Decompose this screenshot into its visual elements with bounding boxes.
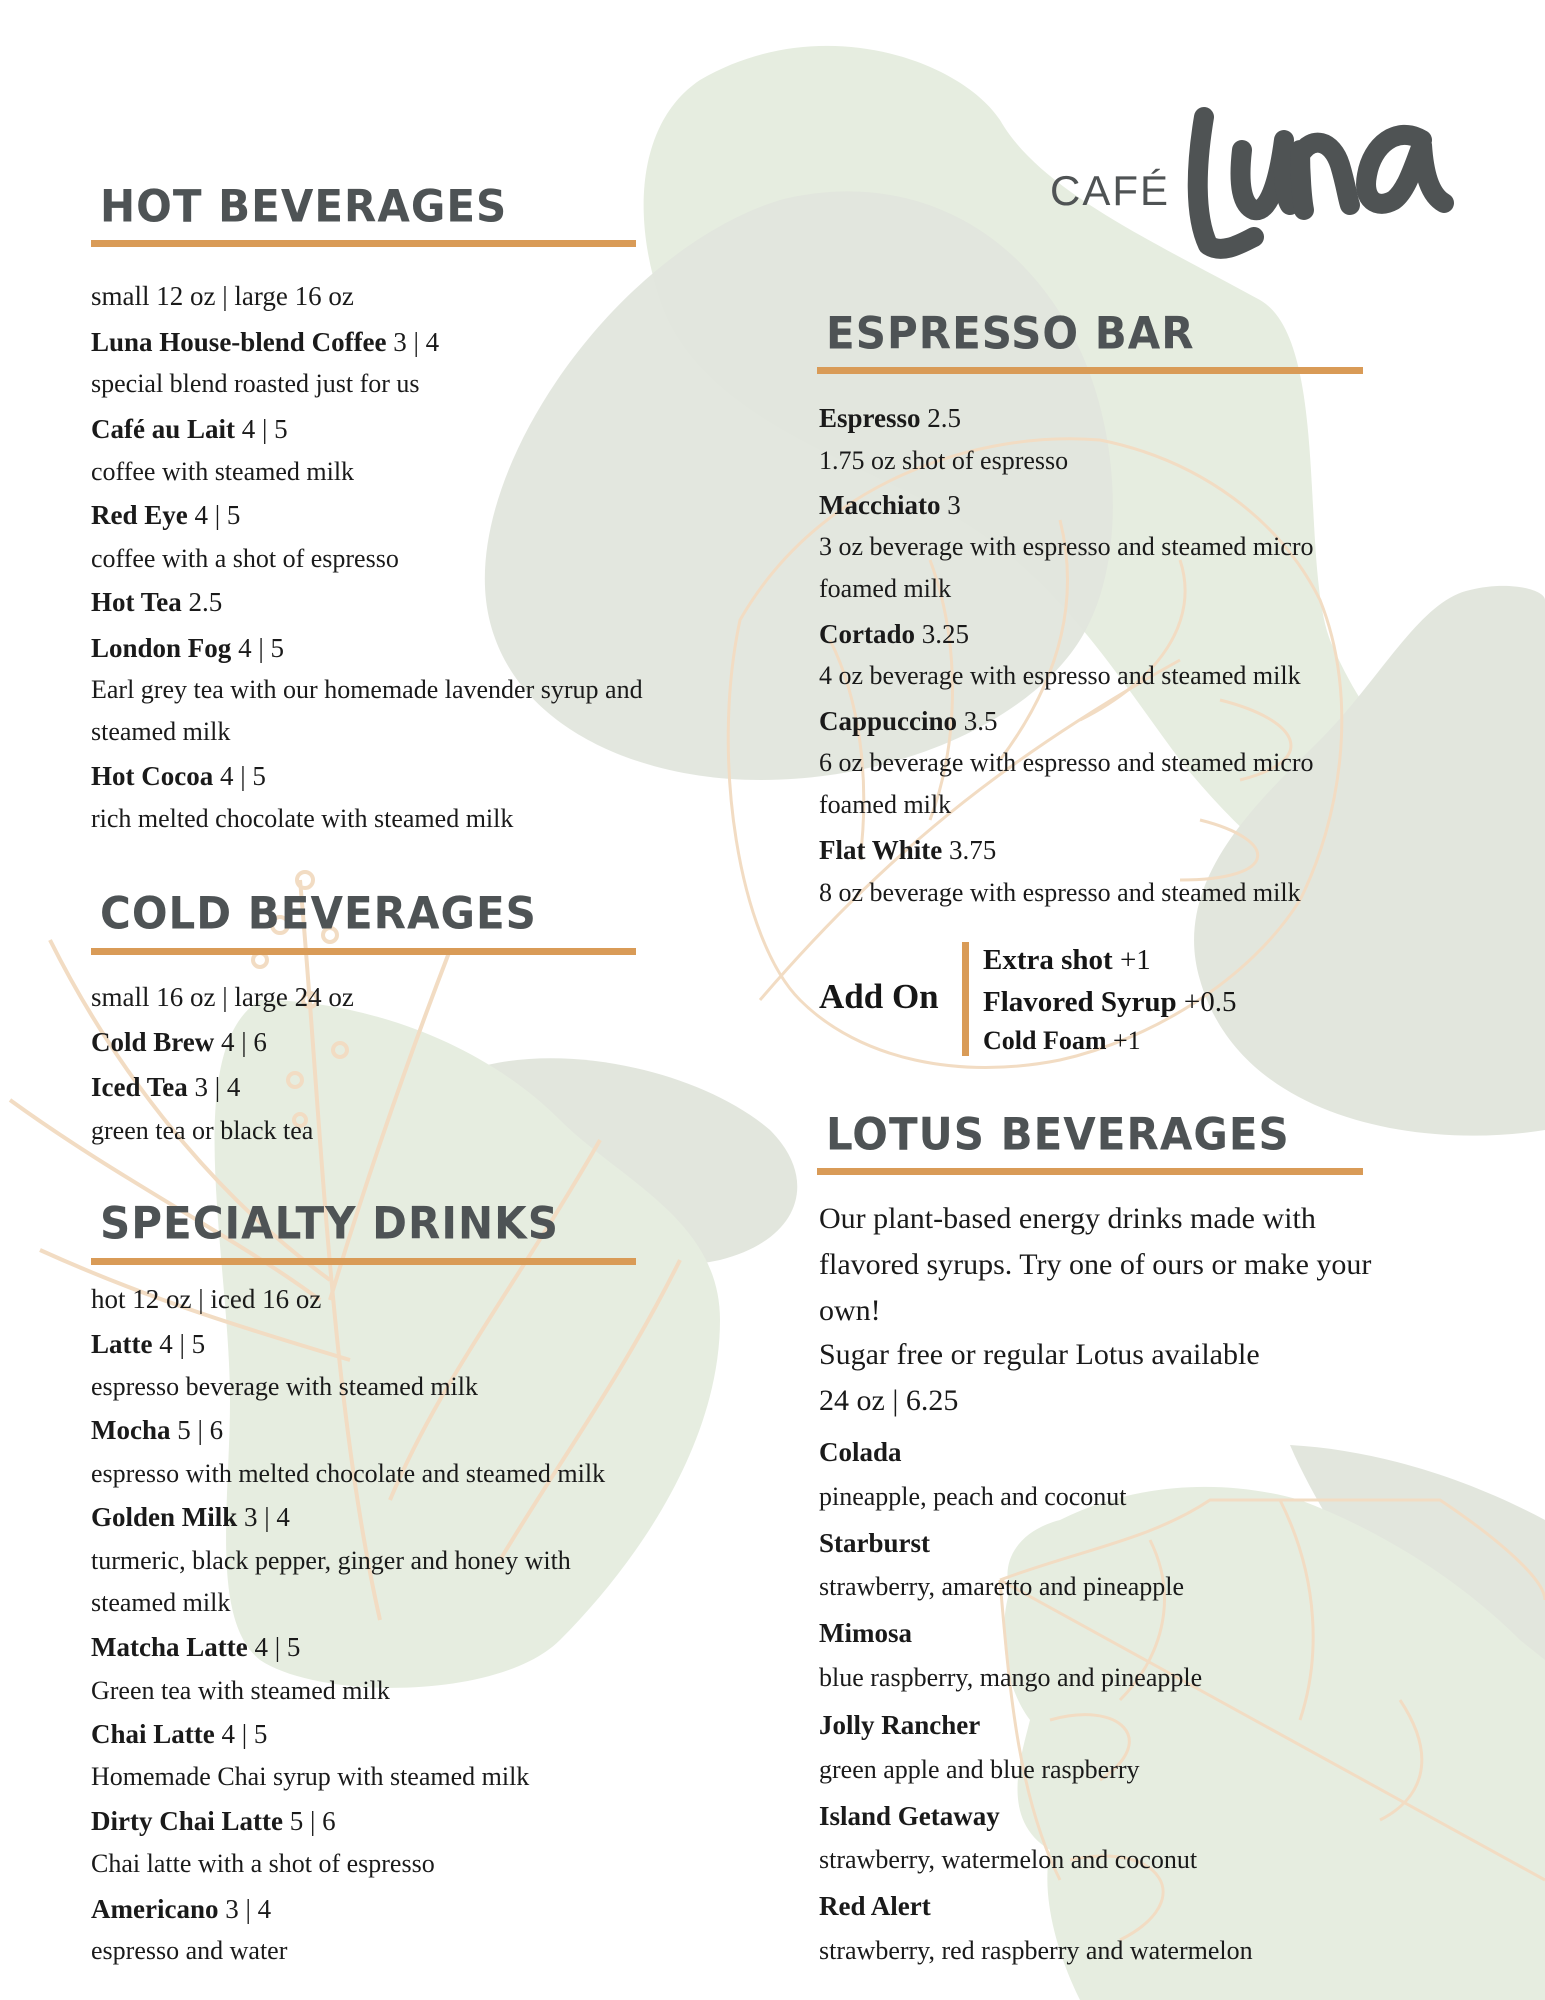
add-on-item xyxy=(983,985,1237,1019)
section-title-hot-beverages: HOT BEVERAGES xyxy=(100,180,508,233)
item-price: 3.5 xyxy=(963,706,998,736)
item-price: 3 | 4 xyxy=(393,327,440,357)
menu-item xyxy=(819,1800,1000,1832)
menu-item xyxy=(91,586,222,618)
logo-cafe-text: CAFÉ xyxy=(1050,167,1171,214)
item-description: Green tea with steamed milk xyxy=(91,1676,390,1705)
section-divider xyxy=(817,1168,1363,1175)
section-title-specialty-drinks: SPECIALTY DRINKS xyxy=(100,1197,559,1250)
item-price: 5 | 6 xyxy=(177,1415,224,1445)
menu-item xyxy=(91,1893,271,1925)
item-price: 4 | 5 xyxy=(221,1719,268,1749)
menu-item xyxy=(91,632,284,664)
item-description: turmeric, black pepper, ginger and honey with xyxy=(91,1546,571,1575)
menu-item xyxy=(819,705,998,737)
item-name: Colada xyxy=(819,1437,902,1467)
menu-item xyxy=(91,413,288,445)
item-name: Red Alert xyxy=(819,1891,931,1921)
lotus-availability: Sugar free or regular Lotus available xyxy=(819,1338,1260,1371)
menu-item xyxy=(91,1071,240,1103)
menu-item xyxy=(819,1709,980,1741)
item-name: Dirty Chai Latte xyxy=(91,1806,283,1836)
item-price: 3 | 4 xyxy=(194,1072,241,1102)
item-description: coffee with a shot of espresso xyxy=(91,544,399,573)
item-price: 3.25 xyxy=(921,619,969,649)
add-on-name: Cold Foam xyxy=(983,1026,1107,1055)
menu-item xyxy=(819,489,961,521)
menu-item xyxy=(819,618,969,650)
add-on-name: Extra shot xyxy=(983,944,1113,976)
item-name: Jolly Rancher xyxy=(819,1710,981,1740)
item-description: strawberry, amaretto and pineapple xyxy=(819,1572,1185,1601)
item-name: Starburst xyxy=(819,1528,931,1558)
section-title-espresso-bar: ESPRESSO BAR xyxy=(826,307,1195,360)
section-divider xyxy=(91,948,636,955)
item-name: Cortado xyxy=(819,619,915,649)
item-description: pineapple, peach and coconut xyxy=(819,1482,1127,1511)
item-description: Earl grey tea with our homemade lavender syrup and xyxy=(91,675,643,704)
item-price: 2.5 xyxy=(188,587,223,617)
item-description: strawberry, red raspberry and watermelon xyxy=(819,1936,1253,1965)
add-on-name: Flavored Syrup xyxy=(983,986,1177,1018)
menu-item xyxy=(819,834,996,866)
item-name: Mocha xyxy=(91,1415,171,1445)
item-name: Hot Cocoa xyxy=(91,761,214,791)
add-on-item xyxy=(983,943,1151,977)
item-description: espresso and water xyxy=(91,1936,288,1965)
menu-item xyxy=(91,760,266,792)
menu-item xyxy=(91,1805,336,1837)
item-price: 3 | 4 xyxy=(225,1894,272,1924)
add-on-price: +1 xyxy=(1119,944,1151,976)
item-name: Hot Tea xyxy=(91,587,182,617)
item-description: 3 oz beverage with espresso and steamed micro xyxy=(819,532,1314,561)
item-name: Cold Brew xyxy=(91,1027,215,1057)
item-description: 4 oz beverage with espresso and steamed milk xyxy=(819,661,1301,690)
item-name: Luna House-blend Coffee xyxy=(91,327,387,357)
item-description: coffee with steamed milk xyxy=(91,457,355,486)
item-name: Flat White xyxy=(819,835,943,865)
menu-item xyxy=(91,1631,300,1663)
add-on-divider xyxy=(962,942,969,1056)
item-name: Red Eye xyxy=(91,500,188,530)
item-description: green apple and blue raspberry xyxy=(819,1755,1140,1784)
logo-luna-script xyxy=(1182,105,1462,265)
item-price: 4 | 5 xyxy=(254,1632,301,1662)
item-name: Espresso xyxy=(819,403,921,433)
item-price: 3 xyxy=(947,490,961,520)
menu-item xyxy=(91,326,439,358)
item-price: 2.5 xyxy=(927,403,962,433)
cafe-luna-logo xyxy=(1050,105,1470,265)
menu-item xyxy=(91,1414,223,1446)
menu-item xyxy=(819,1436,902,1468)
menu-item xyxy=(819,1527,930,1559)
menu-item xyxy=(91,1501,290,1533)
item-description: Homemade Chai syrup with steamed milk xyxy=(91,1762,530,1791)
item-description: foamed milk xyxy=(819,574,952,603)
section-title-lotus-beverages: LOTUS BEVERAGES xyxy=(826,1108,1290,1161)
item-price: 4 | 5 xyxy=(219,761,266,791)
item-price: 3 | 4 xyxy=(244,1502,290,1532)
menu-item xyxy=(819,402,961,434)
item-name: Cappuccino xyxy=(819,706,958,736)
item-name: Matcha Latte xyxy=(91,1632,248,1662)
menu-item xyxy=(91,1718,267,1750)
size-note: hot 12 oz | iced 16 oz xyxy=(91,1284,322,1314)
section-divider xyxy=(817,367,1363,374)
lotus-intro: own! xyxy=(819,1294,881,1327)
section-title-cold-beverages: COLD BEVERAGES xyxy=(100,887,537,940)
item-description: foamed milk xyxy=(819,790,952,819)
item-name: Americano xyxy=(91,1894,219,1924)
item-description: rich melted chocolate with steamed milk xyxy=(91,804,514,833)
item-description: steamed milk xyxy=(91,1588,231,1617)
item-name: Macchiato xyxy=(819,490,941,520)
add-on-price: +0.5 xyxy=(1183,986,1237,1018)
item-price: 4 | 5 xyxy=(238,633,284,663)
item-name: London Fog xyxy=(91,633,232,663)
item-description: steamed milk xyxy=(91,717,231,746)
item-description: 8 oz beverage with espresso and steamed milk xyxy=(819,878,1301,907)
add-on-item xyxy=(983,1024,1141,1058)
add-on-price: +1 xyxy=(1113,1026,1141,1055)
item-price: 4 | 5 xyxy=(241,414,288,444)
item-name: Latte xyxy=(91,1329,153,1359)
item-name: Chai Latte xyxy=(91,1719,215,1749)
item-description: 6 oz beverage with espresso and steamed micro xyxy=(819,748,1314,777)
item-name: Café au Lait xyxy=(91,414,235,444)
section-divider xyxy=(91,1258,636,1265)
item-description: 1.75 oz shot of espresso xyxy=(819,446,1069,475)
item-description: espresso beverage with steamed milk xyxy=(91,1372,478,1401)
lotus-size-price: 24 oz | 6.25 xyxy=(819,1384,959,1417)
section-divider xyxy=(91,240,636,247)
menu-item xyxy=(819,1617,912,1649)
item-name: Iced Tea xyxy=(91,1072,188,1102)
size-note: small 16 oz | large 24 oz xyxy=(91,982,354,1012)
menu-item xyxy=(91,499,240,531)
menu-item xyxy=(91,1026,267,1058)
item-name: Golden Milk xyxy=(91,1502,238,1532)
menu-item xyxy=(91,1328,205,1360)
size-note: small 12 oz | large 16 oz xyxy=(91,281,354,311)
item-description: green tea or black tea xyxy=(91,1116,314,1145)
item-description: strawberry, watermelon and coconut xyxy=(819,1845,1198,1874)
item-description: blue raspberry, mango and pineapple xyxy=(819,1663,1203,1692)
item-price: 5 | 6 xyxy=(289,1806,336,1836)
item-price: 4 | 5 xyxy=(159,1329,206,1359)
lotus-intro: flavored syrups. Try one of ours or make your xyxy=(819,1248,1372,1281)
add-on-label: Add On xyxy=(819,977,939,1016)
item-price: 4 | 6 xyxy=(221,1027,267,1057)
menu-item xyxy=(819,1890,931,1922)
item-price: 4 | 5 xyxy=(194,500,241,530)
item-description: special blend roasted just for us xyxy=(91,369,420,398)
item-price: 3.75 xyxy=(949,835,997,865)
item-description: Chai latte with a shot of espresso xyxy=(91,1849,435,1878)
item-name: Mimosa xyxy=(819,1618,912,1648)
lotus-intro: Our plant-based energy drinks made with xyxy=(819,1202,1316,1235)
item-name: Island Getaway xyxy=(819,1801,1000,1831)
item-description: espresso with melted chocolate and steamed milk xyxy=(91,1459,606,1488)
